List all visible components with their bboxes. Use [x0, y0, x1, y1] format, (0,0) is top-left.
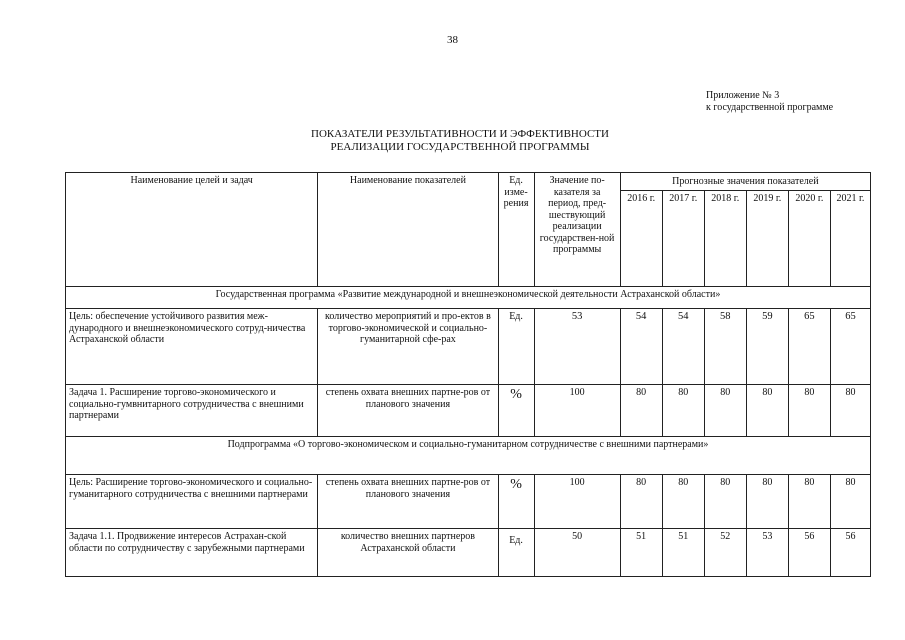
forecast-value-cell: 80	[620, 475, 662, 529]
forecast-value-cell: 80	[746, 385, 788, 437]
indicator-cell: количество мероприятий и про-ектов в торгово-экономической и социально-гуманитарной сфе-рах	[318, 309, 498, 385]
forecast-value-cell: 54	[620, 309, 662, 385]
header-year: 2019 г.	[746, 191, 788, 287]
goal-cell: Задача 1. Расширение торгово-экономического и социально-гумвнитарного сотрудничества с внешними партнерами	[66, 385, 318, 437]
section-subprogram: Подпрограмма «О торгово-экономическом и социально-гуманитарном сотрудничестве с внешними партнерами»	[66, 437, 871, 475]
header-indicators: Наименование показателей	[318, 173, 498, 287]
header-year: 2018 г.	[704, 191, 746, 287]
title-line-1: ПОКАЗАТЕЛИ РЕЗУЛЬТАТИВНОСТИ И ЭФФЕКТИВНОСТИ	[311, 128, 609, 140]
appendix-line-2: к государственной программе	[706, 102, 834, 113]
forecast-value-cell: 65	[788, 309, 830, 385]
header-year: 2017 г.	[662, 191, 704, 287]
table-row	[66, 475, 871, 529]
table-row	[66, 309, 871, 385]
forecast-value-cell: 58	[704, 309, 746, 385]
unit-cell: Ед.	[498, 309, 534, 385]
section-row	[66, 437, 871, 475]
table-row	[66, 385, 871, 437]
forecast-value-cell: 56	[830, 529, 870, 577]
appendix-note	[706, 90, 833, 114]
forecast-value-cell: 59	[746, 309, 788, 385]
header-prior-value: Значение по-казателя за период, пред-шествующий реализации государствен-ной программы	[534, 173, 620, 287]
forecast-value-cell: 53	[746, 529, 788, 577]
indicators-table	[65, 172, 871, 577]
title-line-2: РЕАЛИЗАЦИИ ГОСУДАРСТВЕННОЙ ПРОГРАММЫ	[330, 141, 590, 153]
header-year: 2021 г.	[830, 191, 870, 287]
unit-cell: %	[498, 385, 534, 437]
forecast-value-cell: 80	[662, 475, 704, 529]
forecast-value-cell: 80	[830, 475, 870, 529]
prior-value-cell: 100	[534, 475, 620, 529]
forecast-value-cell: 80	[662, 385, 704, 437]
prior-value-cell: 50	[534, 529, 620, 577]
forecast-value-cell: 65	[830, 309, 870, 385]
table-row	[66, 529, 871, 577]
indicator-cell: степень охвата внешних партне-ров от планового значения	[318, 385, 498, 437]
unit-cell: %	[498, 475, 534, 529]
forecast-value-cell: 51	[620, 529, 662, 577]
forecast-value-cell: 80	[746, 475, 788, 529]
unit-cell: Ед.	[498, 529, 534, 577]
forecast-value-cell: 80	[788, 385, 830, 437]
page-number: 38	[447, 34, 458, 46]
forecast-value-cell: 56	[788, 529, 830, 577]
indicator-cell: степень охвата внешних партне-ров от планового значения	[318, 475, 498, 529]
section-row	[66, 287, 871, 309]
header-year: 2016 г.	[620, 191, 662, 287]
appendix-line-1: Приложение № 3	[706, 90, 780, 101]
forecast-value-cell: 80	[620, 385, 662, 437]
forecast-value-cell: 80	[704, 385, 746, 437]
forecast-value-cell: 54	[662, 309, 704, 385]
forecast-value-cell: 52	[704, 529, 746, 577]
forecast-value-cell: 51	[662, 529, 704, 577]
indicator-cell: количество внешних партнеров Астраханской области	[318, 529, 498, 577]
forecast-value-cell: 80	[704, 475, 746, 529]
prior-value-cell: 53	[534, 309, 620, 385]
header-year: 2020 г.	[788, 191, 830, 287]
forecast-value-cell: 80	[830, 385, 870, 437]
prior-value-cell: 100	[534, 385, 620, 437]
header-goals: Наименование целей и задач	[66, 173, 318, 287]
document-title	[200, 128, 720, 154]
header-unit: Ед. изме-рения	[498, 173, 534, 287]
goal-cell: Цель: Расширение торгово-экономического и социально-гуманитарного сотрудничества с внешними партнерами	[66, 475, 318, 529]
section-state-program: Государственная программа «Развитие международной и внешнеэкономической деятельности Астраханской области»	[66, 287, 871, 309]
header-row-1	[66, 173, 871, 191]
goal-cell: Задача 1.1. Продвижение интересов Астрахан-ской области по сотрудничеству с зарубежными партнерами	[66, 529, 318, 577]
forecast-value-cell: 80	[788, 475, 830, 529]
goal-cell: Цель: обеспечение устойчивого развития меж-дународного и внешнеэкономического сотруд-ничества Астраханской области	[66, 309, 318, 385]
header-forecast: Прогнозные значения показателей	[620, 173, 870, 191]
